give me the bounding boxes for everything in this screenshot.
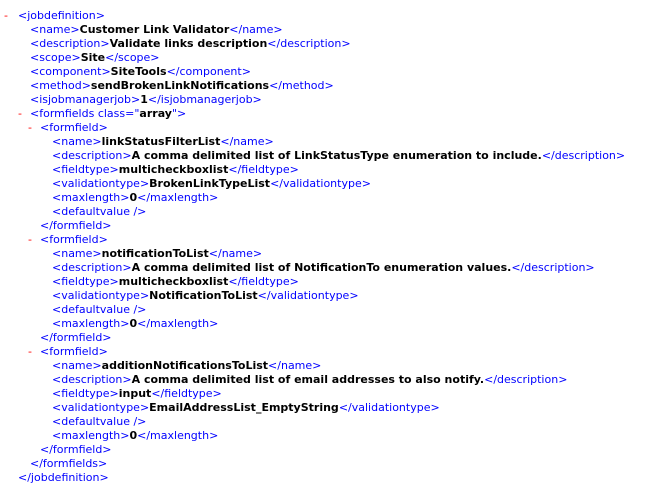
xml-element-fieldtype bbox=[0, 163, 655, 177]
jobdefinition-open-line bbox=[0, 9, 655, 23]
validationtype-close-tag: </validationtype> bbox=[257, 289, 359, 302]
collapse-toggle-formfield-1[interactable]: - bbox=[28, 121, 32, 134]
formfield-open-line bbox=[0, 121, 655, 135]
collapse-toggle-jobdefinition[interactable]: - bbox=[4, 9, 8, 22]
method-open-tag: <method> bbox=[30, 79, 91, 92]
formfields-close-line bbox=[0, 457, 655, 471]
validationtype-close-tag: </validationtype> bbox=[270, 177, 371, 190]
formfield-maxlength-value: 0 bbox=[129, 191, 138, 204]
formfield-maxlength-value: 0 bbox=[129, 317, 138, 330]
job-scope-value: Site bbox=[80, 51, 106, 64]
xml-element-name bbox=[0, 359, 655, 373]
formfield-name-value: notificationToList bbox=[101, 247, 209, 260]
xml-element-validationtype bbox=[0, 401, 655, 415]
formfield-description-value: A comma delimited list of email addresses to also notify. bbox=[131, 373, 485, 386]
formfield-close-tag: </formfield> bbox=[40, 443, 112, 456]
formfield-close-line bbox=[0, 443, 655, 457]
formfield-open-tag: <formfield> bbox=[40, 345, 108, 358]
description-close-tag: </description> bbox=[511, 261, 595, 274]
jobdefinition-close-tag: </jobdefinition> bbox=[18, 471, 109, 484]
component-close-tag: </component> bbox=[166, 65, 251, 78]
name-open-tag: <name> bbox=[52, 247, 102, 260]
name-open-tag: <name> bbox=[30, 23, 80, 36]
job-description-value: Validate links description bbox=[109, 37, 268, 50]
name-open-tag: <name> bbox=[52, 135, 102, 148]
xml-element-validationtype bbox=[0, 289, 655, 303]
fieldtype-open-tag: <fieldtype> bbox=[52, 275, 119, 288]
description-close-tag: </description> bbox=[484, 373, 568, 386]
formfield-close-line bbox=[0, 331, 655, 345]
maxlength-open-tag: <maxlength> bbox=[52, 317, 130, 330]
defaultvalue-selfclosing-tag: <defaultvalue /> bbox=[52, 303, 147, 316]
formfield-open-line bbox=[0, 233, 655, 247]
xml-element-isjobmanagerjob bbox=[0, 93, 655, 107]
maxlength-open-tag: <maxlength> bbox=[52, 191, 130, 204]
xml-element-description bbox=[0, 37, 655, 51]
jobdefinition-close-line bbox=[0, 471, 655, 485]
formfield-close-tag: </formfield> bbox=[40, 331, 112, 344]
formfields-open-tag-end: "> bbox=[171, 107, 187, 120]
formfield-close-line bbox=[0, 219, 655, 233]
description-close-tag: </description> bbox=[541, 149, 626, 162]
xml-element-maxlength bbox=[0, 317, 655, 331]
xml-element-fieldtype bbox=[0, 275, 655, 289]
fieldtype-open-tag: <fieldtype> bbox=[52, 387, 119, 400]
xml-element-description bbox=[0, 261, 655, 275]
job-method-value: sendBrokenLinkNotifications bbox=[90, 79, 270, 92]
formfield-description-value: A comma delimited list of NotificationTo enumeration values. bbox=[131, 261, 512, 274]
xml-element-validationtype bbox=[0, 177, 655, 191]
validationtype-open-tag: <validationtype> bbox=[52, 177, 150, 190]
description-open-tag: <description> bbox=[52, 373, 132, 386]
job-name-value: Customer Link Validator bbox=[79, 23, 230, 36]
xml-element-scope bbox=[0, 51, 655, 65]
formfield-open-line bbox=[0, 345, 655, 359]
scope-close-tag: </scope> bbox=[105, 51, 160, 64]
formfield-open-tag: <formfield> bbox=[40, 121, 108, 134]
xml-element-maxlength bbox=[0, 191, 655, 205]
formfield-validationtype-value: BrokenLinkTypeList bbox=[149, 177, 271, 190]
formfield-open-tag: <formfield> bbox=[40, 233, 108, 246]
job-isjobmanagerjob-value: 1 bbox=[140, 93, 148, 106]
component-open-tag: <component> bbox=[30, 65, 111, 78]
collapse-toggle-formfields[interactable]: - bbox=[18, 107, 22, 120]
formfield-name-value: linkStatusFilterList bbox=[101, 135, 221, 148]
xml-element-component bbox=[0, 65, 655, 79]
name-close-tag: </name> bbox=[268, 359, 322, 372]
maxlength-close-tag: </maxlength> bbox=[137, 191, 219, 204]
description-open-tag: <description> bbox=[52, 261, 132, 274]
fieldtype-open-tag: <fieldtype> bbox=[52, 163, 119, 176]
name-close-tag: </name> bbox=[229, 23, 283, 36]
formfield-fieldtype-value: input bbox=[118, 387, 152, 400]
isjobmanagerjob-open-tag: <isjobmanagerjob> bbox=[30, 93, 141, 106]
name-close-tag: </name> bbox=[220, 135, 274, 148]
job-component-value: SiteTools bbox=[110, 65, 167, 78]
collapse-toggle-formfield-2[interactable]: - bbox=[28, 233, 32, 246]
jobdefinition-open-tag: <jobdefinition> bbox=[18, 9, 105, 22]
fieldtype-close-tag: </fieldtype> bbox=[228, 275, 299, 288]
defaultvalue-selfclosing-tag: <defaultvalue /> bbox=[52, 205, 147, 218]
name-open-tag: <name> bbox=[52, 359, 102, 372]
xml-element-description bbox=[0, 149, 655, 163]
formfield-validationtype-value: EmailAddressList_EmptyString bbox=[149, 401, 339, 414]
xml-element-description bbox=[0, 373, 655, 387]
maxlength-close-tag: </maxlength> bbox=[137, 317, 219, 330]
formfields-class-attribute-value: array bbox=[139, 107, 172, 120]
name-close-tag: </name> bbox=[208, 247, 263, 260]
xml-element-defaultvalue bbox=[0, 415, 655, 429]
formfield-validationtype-value: NotificationToList bbox=[149, 289, 258, 302]
validationtype-open-tag: <validationtype> bbox=[52, 289, 150, 302]
collapse-toggle-formfield-3[interactable]: - bbox=[28, 345, 32, 358]
fieldtype-close-tag: </fieldtype> bbox=[228, 163, 299, 176]
xml-element-name bbox=[0, 135, 655, 149]
formfield-fieldtype-value: multicheckboxlist bbox=[118, 163, 229, 176]
maxlength-open-tag: <maxlength> bbox=[52, 429, 130, 442]
description-open-tag: <description> bbox=[52, 149, 132, 162]
xml-element-maxlength bbox=[0, 429, 655, 443]
formfield-description-value: A comma delimited list of LinkStatusType enumeration to include. bbox=[131, 149, 542, 162]
formfield-fieldtype-value: multicheckboxlist bbox=[118, 275, 229, 288]
validationtype-open-tag: <validationtype> bbox=[52, 401, 150, 414]
formfield-name-value: additionNotificationsToList bbox=[101, 359, 269, 372]
defaultvalue-selfclosing-tag: <defaultvalue /> bbox=[52, 415, 147, 428]
scope-open-tag: <scope> bbox=[30, 51, 81, 64]
xml-element-method bbox=[0, 79, 655, 93]
method-close-tag: </method> bbox=[269, 79, 334, 92]
xml-element-defaultvalue bbox=[0, 303, 655, 317]
xml-element-name bbox=[0, 23, 655, 37]
formfield-close-tag: </formfield> bbox=[40, 219, 112, 232]
formfields-close-tag: </formfields> bbox=[30, 457, 108, 470]
description-open-tag: <description> bbox=[30, 37, 110, 50]
xml-element-defaultvalue bbox=[0, 205, 655, 219]
formfield-maxlength-value: 0 bbox=[129, 429, 138, 442]
xml-element-name bbox=[0, 247, 655, 261]
validationtype-close-tag: </validationtype> bbox=[338, 401, 440, 414]
xml-element-fieldtype bbox=[0, 387, 655, 401]
isjobmanagerjob-close-tag: </isjobmanagerjob> bbox=[147, 93, 262, 106]
formfields-open-line bbox=[0, 107, 655, 121]
fieldtype-close-tag: </fieldtype> bbox=[151, 387, 222, 400]
maxlength-close-tag: </maxlength> bbox=[137, 429, 219, 442]
description-close-tag: </description> bbox=[267, 37, 351, 50]
formfields-open-tag-start: <formfields class=" bbox=[30, 107, 140, 120]
